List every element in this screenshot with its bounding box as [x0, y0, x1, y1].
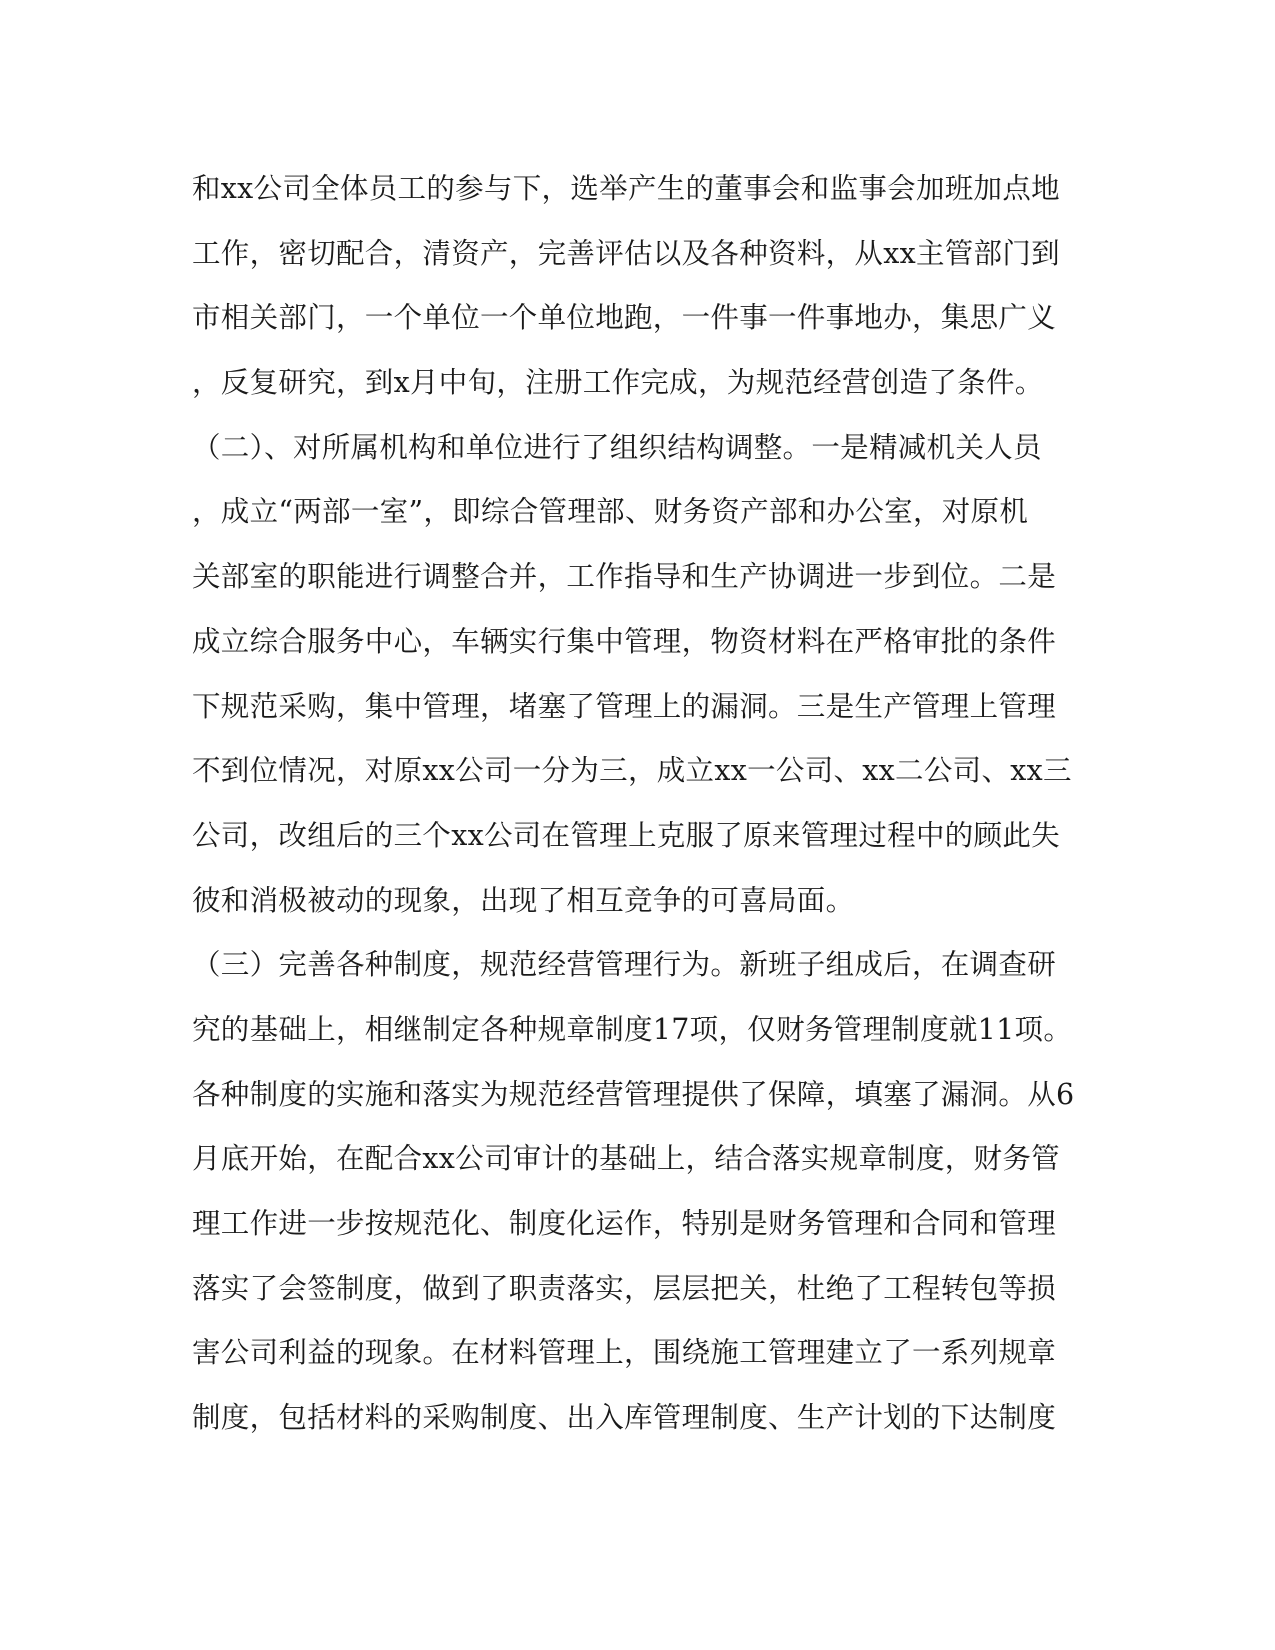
text-line: 制度，包括材料的采购制度、出入库管理制度、生产计划的下达制度 — [192, 1401, 1057, 1435]
text-line: ，反复研究，到x月中旬，注册工作完成，为规范经营创造了条件。 — [192, 366, 1044, 400]
text-line: 下规范采购，集中管理，堵塞了管理上的漏洞。三是生产管理上管理 — [192, 689, 1057, 723]
text-line: 各种制度的实施和落实为规范经营管理提供了保障，填塞了漏洞。从6 — [192, 1077, 1075, 1111]
text-line: 落实了会签制度，做到了职责落实，层层把关，杜绝了工程转包等损 — [192, 1271, 1057, 1305]
text-line: 理工作进一步按规范化、制度化运作，特别是财务管理和合同和管理 — [192, 1207, 1057, 1240]
text-line: 不到位情况，对原xx公司一分为三，成立xx一公司、xx二公司、xx三 — [192, 754, 1072, 788]
text-line: 成立综合服务中心，车辆实行集中管理，物资材料在严格审批的条件 — [192, 624, 1057, 658]
body-text — [192, 157, 1092, 1451]
text-line: 市相关部门，一个单位一个单位地跑，一件事一件事地办，集思广义 — [192, 301, 1057, 335]
text-line: 彼和消极被动的现象，出现了相互竞争的可喜局面。 — [192, 883, 855, 917]
text-line: 和xx公司全体员工的参与下，选举产生的董事会和监事会加班加点地 — [192, 172, 1060, 205]
text-line: 公司，改组后的三个xx公司在管理上克服了原来管理过程中的顾此失 — [192, 818, 1060, 852]
text-line: 工作，密切配合，清资产，完善评估以及各种资料，从xx主管部门到 — [192, 236, 1060, 270]
text-line: 月底开始，在配合xx公司审计的基础上，结合落实规章制度，财务管 — [192, 1142, 1060, 1176]
text-line: （三）完善各种制度，规范经营管理行为。新班子组成后，在调查研 — [192, 948, 1057, 982]
text-line: （二）、对所属机构和单位进行了组织结构调整。一是精减机关人员 — [192, 430, 1042, 464]
text-line: 究的基础上，相继制定各种规章制度17项，仅财务管理制度就11项。 — [192, 1012, 1073, 1046]
text-line: ，成立“两部一室”，即综合管理部、财务资产部和办公室，对原机 — [192, 495, 1029, 529]
text-line: 关部室的职能进行调整合并，工作指导和生产协调进一步到位。二是 — [192, 560, 1057, 594]
text-line: 害公司利益的现象。在材料管理上，围绕施工管理建立了一系列规章 — [192, 1336, 1057, 1370]
